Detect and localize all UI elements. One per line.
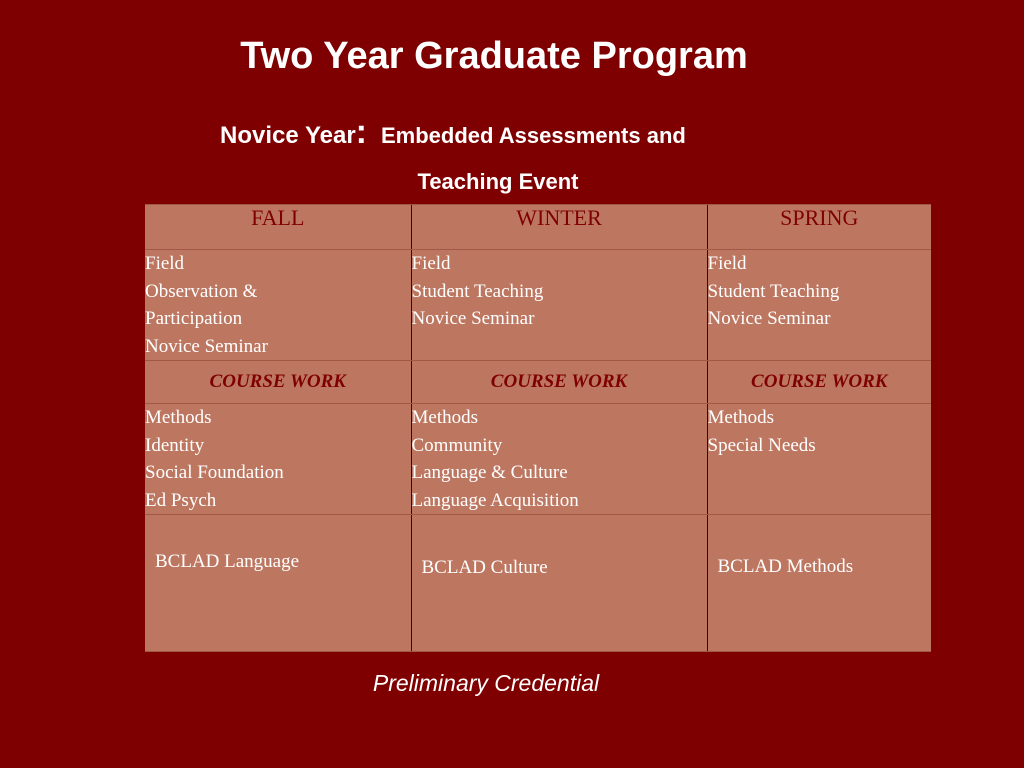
bclad-spring: BCLAD Methods <box>717 556 854 577</box>
subtitle-line2: Teaching Event <box>417 169 579 194</box>
course-work-label-row <box>145 361 931 404</box>
list-item: Participation <box>145 308 243 329</box>
list-item: Language & Culture <box>411 462 568 483</box>
list-item: Special Needs <box>707 434 816 456</box>
bclad-winter: BCLAD Culture <box>421 557 548 578</box>
fall-field-cell <box>145 250 411 361</box>
subtitle-rest: Embedded Assessments and <box>380 123 686 148</box>
list-item: Language Acquisition <box>411 489 579 511</box>
season-header-row <box>145 205 931 250</box>
spring-bclad-cell <box>707 515 931 652</box>
bclad-row <box>145 515 931 652</box>
header-winter: WINTER <box>411 205 707 250</box>
list-item: Observation & <box>145 280 258 302</box>
list-item: Field <box>411 253 451 274</box>
header-spring: SPRING <box>707 205 931 250</box>
subtitle-colon: : <box>355 113 367 151</box>
fall-bclad-cell <box>145 515 411 652</box>
winter-bclad-cell <box>411 515 707 652</box>
list-item: Novice Seminar <box>411 308 535 329</box>
spring-field-cell <box>707 250 931 361</box>
list-item: Novice Seminar <box>707 308 831 329</box>
list-item: Social Foundation <box>145 462 284 483</box>
program-table <box>145 204 931 652</box>
list-item: Identity <box>145 434 205 456</box>
list-item: Ed Psych <box>145 489 217 511</box>
list-item: Student Teaching <box>411 280 544 302</box>
list-item: Community <box>411 434 503 456</box>
list-item: Field <box>707 253 747 274</box>
spring-course-work-label: COURSE WORK <box>707 361 931 404</box>
list-item: Novice Seminar <box>145 335 268 357</box>
list-item: Methods <box>707 407 774 428</box>
subtitle-lead: Novice Year <box>220 122 356 149</box>
header-fall: FALL <box>145 205 411 250</box>
list-item: Methods <box>145 407 212 428</box>
fall-course-work-label: COURSE WORK <box>145 361 411 404</box>
field-experience-row <box>145 250 931 361</box>
course-work-row <box>145 404 931 515</box>
subtitle <box>220 113 686 152</box>
list-item: Field <box>145 253 185 274</box>
footer-caption: Preliminary Credential <box>372 670 600 696</box>
bclad-fall: BCLAD Language <box>155 551 300 572</box>
winter-field-cell <box>411 250 707 361</box>
winter-course-work-label: COURSE WORK <box>411 361 707 404</box>
list-item: Methods <box>411 407 478 428</box>
slide-title: Two Year Graduate Program <box>240 35 748 77</box>
fall-course-cell <box>145 404 411 515</box>
winter-course-cell <box>411 404 707 515</box>
list-item: Student Teaching <box>707 280 840 302</box>
spring-course-cell <box>707 404 931 515</box>
